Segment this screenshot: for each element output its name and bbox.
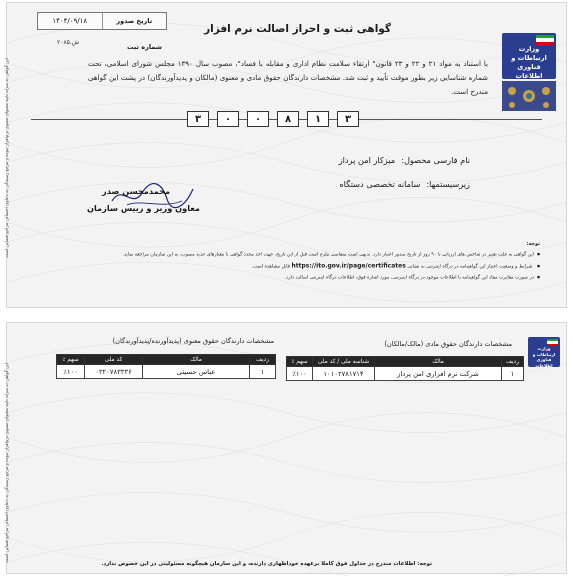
table-cell: عباس حسینی — [143, 365, 250, 379]
table-header-row — [57, 355, 276, 365]
logo-text: وزارت ارتباطات و فناوری اطلاعات — [532, 346, 556, 368]
notes-heading: توجه: — [526, 241, 540, 247]
column-header: مالک — [375, 357, 502, 367]
column-header: سهم ٪ — [57, 355, 85, 365]
column-header: ردیف — [250, 355, 276, 365]
code-digit: ۳ — [187, 111, 209, 127]
registration-code — [187, 111, 359, 127]
column-header: ردیف — [502, 357, 524, 367]
table-cell: ۰۳۲۰۷۸۳۳۳۶ — [85, 365, 143, 379]
note-item: ● این گواهی به علت تغییر در شاخص های ارزیابی تا ۹۰ روز از تاریخ صدور اعتبار دارد. بدیهی است متقاضی ملزم است قبل از این تاریخ، جهت اخذ مجدد گواهی با معیارهای جدید مصوب، به این سازمان مراجعه نماید. — [70, 249, 540, 261]
table-cell: ۱ — [502, 367, 524, 381]
software-name-value: میزکار امن پرداز — [338, 155, 396, 165]
subsystem-field — [339, 179, 470, 189]
material-rights-table — [286, 356, 524, 381]
certificate-title: گواهی ثبت و احراز اصالت نرم افزار — [204, 23, 391, 35]
note-item: ● شرایط و وضعیت اعتبار این گواهینامه در درگاه اینترنتی به نشانی https://ito.gov.ir/page/certificates قابل مشاهده است. — [70, 261, 540, 273]
code-digit: ۰ — [247, 111, 269, 127]
table-cell: شرکت نرم افزاری امن پرداز — [375, 367, 502, 381]
certificates-link[interactable]: https://ito.gov.ir/page/certificates — [291, 262, 406, 269]
subsystem-value: سامانه تخصصی دستگاه — [339, 179, 421, 189]
certificate-front — [6, 2, 567, 308]
ornament-icon — [502, 81, 556, 111]
material-rights-title: مشخصات دارندگان حقوق مادی (مالک/مالکان) — [384, 340, 512, 348]
table-cell: ٪۱۰۰ — [287, 367, 313, 381]
signer-title: معاون وزیر و رییس سازمان — [87, 203, 200, 213]
iran-flag-icon — [536, 35, 554, 45]
note-item: ● در صورت مغایرت مفاد این گواهینامه با اطلاعات موجود در درگاه اینترنتی، مورد اشاره فوق، اطلاعات درگاه اینترنتی اصالت دارد. — [70, 272, 540, 284]
moral-rights-table — [56, 354, 276, 379]
code-digit: ۸ — [277, 111, 299, 127]
certificate-back — [6, 322, 567, 574]
registration-label: شماره ثبت — [127, 43, 163, 51]
moral-rights-title: مشخصات دارندگان حقوق معنوی (پدیدآورنده/پدیدآورندگان) — [112, 337, 274, 345]
notes-section — [70, 239, 540, 284]
table-cell: ۱ — [250, 365, 276, 379]
column-header: شناسه ملی / کد ملی — [313, 357, 375, 367]
issue-date-label: تاریخ صدور — [116, 17, 153, 25]
subsystem-label: زیرسیستمها: — [426, 179, 470, 189]
software-name-field — [339, 155, 470, 165]
table-header-row — [287, 357, 524, 367]
ministry-logo — [528, 337, 560, 367]
iran-flag-icon — [547, 339, 558, 346]
signer-name: محمدمحسن صدر — [102, 186, 171, 196]
table-cell: ۱۰۱۰۲۷۸۱۷۱۴ — [313, 367, 375, 381]
software-name-label: نام فارسی محصول: — [401, 155, 470, 165]
issue-date-value: ۱۴۰۴/۰۹/۱۸ — [38, 13, 103, 29]
table-cell: ٪۱۰۰ — [57, 365, 85, 379]
column-header: کد ملی — [85, 355, 143, 365]
code-digit: ۳ — [337, 111, 359, 127]
column-header: مالک — [143, 355, 250, 365]
side-disclaimer: این گواهی به منزله تایید محتوای معنوی نرم‌افزار نبوده و مرجع رسیدگی به دعاوی احتمالی مراجع قضایی است — [5, 363, 10, 563]
code-digit: ۱ — [307, 111, 329, 127]
issue-date-box — [37, 12, 167, 30]
footer-note: توجه: اطلاعات مندرج در جداول فوق کاملا برعهده خوداظهاری دارنده، و این سازمان هیچگونه مسئولیتی در این خصوص ندارد. — [101, 561, 432, 567]
table-row — [287, 367, 524, 381]
code-digit: ۰ — [217, 111, 239, 127]
table-row — [57, 365, 276, 379]
registration-number: ش.۲۰۸۵ — [57, 39, 80, 46]
certificate-body: با استناد به مواد ۲۱ و ۲۲ و ۲۳ قانون" ارتقاء سلامت نظام اداری و مقابله با فساد"، مصوب سال ۱۳۹۰ مجلس شورای اسلامی، تحت شماره شناسایی زیر بطور موقت تأیید و ثبت شد. مشخصات دارندگان حقوق مادی و معنوی (مالکان و پدیدآورندگان) در پشت این گواهی مندرج است. — [88, 59, 489, 96]
column-header: سهم ٪ — [287, 357, 313, 367]
logo-text: وزارت ارتباطات و فناوری اطلاعات — [511, 45, 547, 80]
ministry-logo — [502, 33, 556, 79]
side-disclaimer: این گواهی به منزله تایید محتوای معنوی نرم‌افزار نبوده و مرجع رسیدگی به دعاوی احتمالی مراجع قضایی است — [5, 58, 10, 258]
